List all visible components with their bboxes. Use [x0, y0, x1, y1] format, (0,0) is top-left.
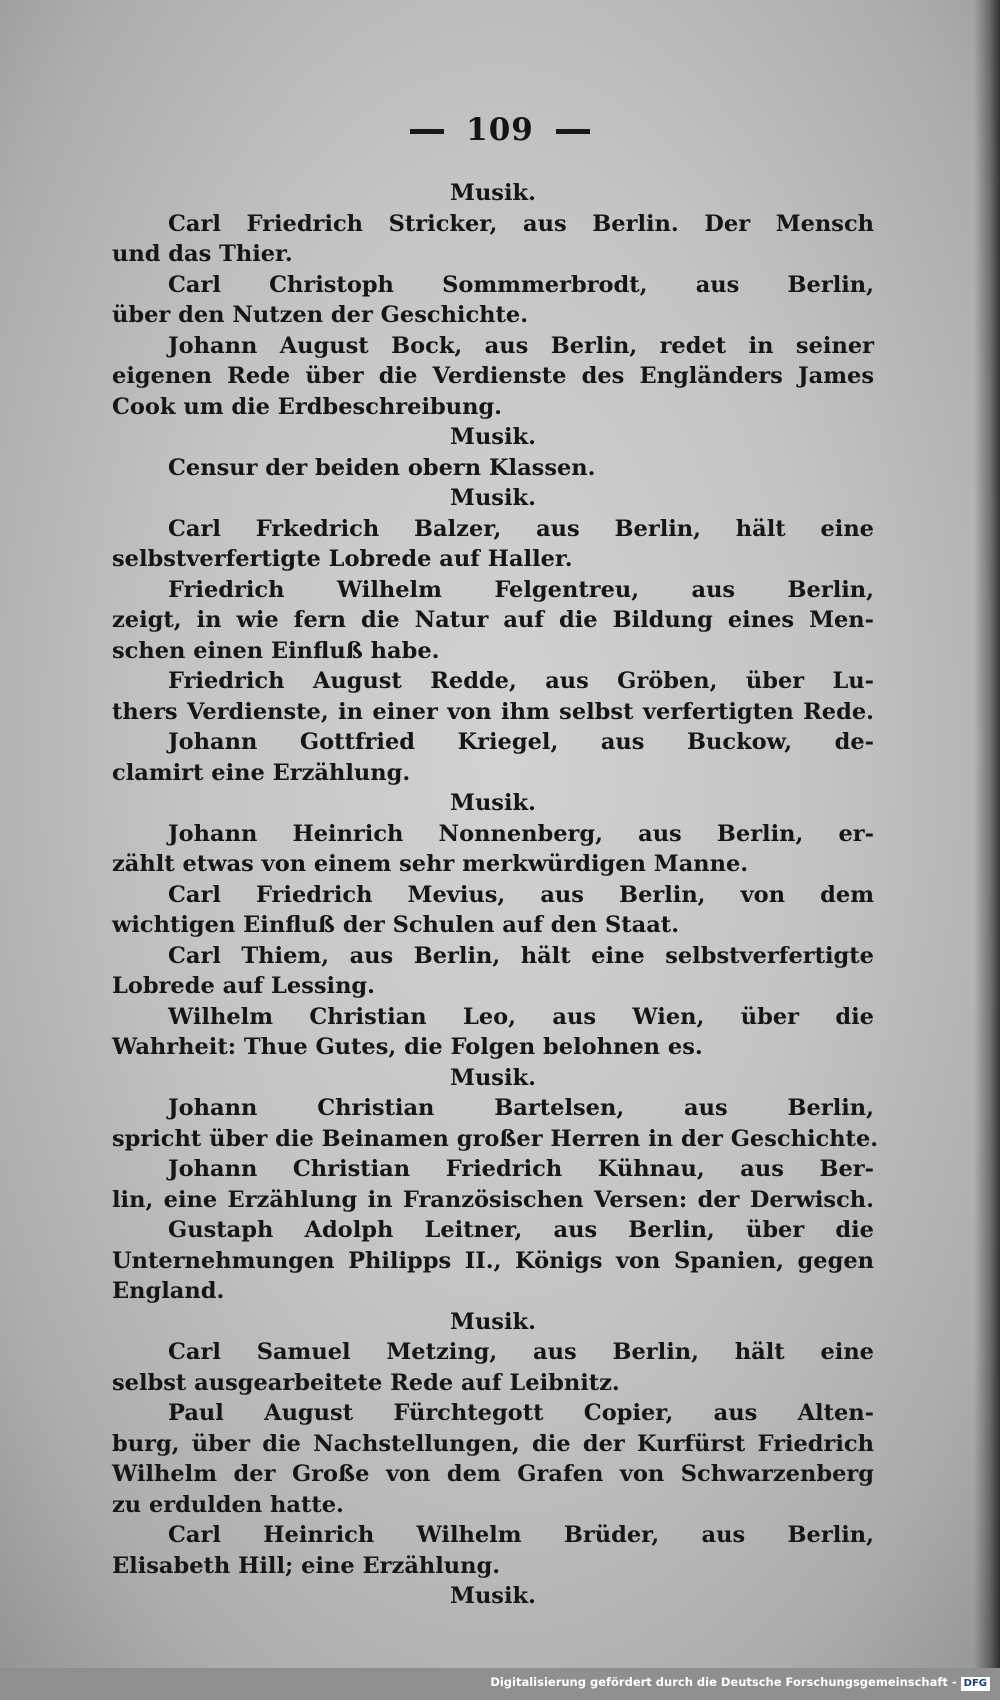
text-line: spricht über die Beinamen großer Herren in der Geschichte.: [112, 1125, 879, 1152]
text-line: schen einen Einfluß habe.: [112, 637, 440, 664]
text-line: Elisabeth Hill; eine Erzählung.: [112, 1552, 501, 1579]
text-line: clamirt eine Erzählung.: [112, 759, 411, 786]
text-line: lin, eine Erzählung in Französischen Versen: der Derwisch.: [112, 1186, 874, 1213]
text-line: Carl Thiem, aus Berlin, hält eine selbstverfertigte: [168, 942, 874, 969]
text-line: Lobrede auf Lessing.: [112, 973, 376, 999]
text-line: Friedrich August Redde, aus Gröben, über Lu-: [168, 668, 874, 694]
text-line: wichtigen Einfluß der Schulen auf den Staat.: [112, 912, 680, 938]
text-line: selbstverfertigte Lobrede auf Haller.: [112, 546, 573, 572]
page-header: [0, 112, 1000, 148]
text-line: eigenen Rede über die Verdienste des Engländers James: [112, 363, 874, 389]
text-line: Carl Heinrich Wilhelm Brüder, aus Berlin,: [168, 1522, 874, 1548]
section-heading-musik: Musik.: [450, 180, 536, 206]
text-line: Johann Heinrich Nonnenberg, aus Berlin, er-: [168, 820, 874, 847]
text-line: Johann August Bock, aus Berlin, redet in seiner: [168, 332, 874, 359]
credit-text: Digitalisierung gefördert durch die Deutsche Forschungsgemeinschaft -: [490, 1675, 957, 1689]
text-line: Gustaph Adolph Leitner, aus Berlin, über die: [168, 1217, 874, 1243]
section-heading-musik: Musik.: [450, 424, 536, 450]
header-dash-left: [410, 129, 444, 134]
text-line: Carl Christoph Sommmerbrodt, aus Berlin,: [168, 271, 874, 298]
section-heading-musik: Musik.: [450, 1064, 536, 1091]
header-dash-right: [556, 129, 590, 134]
text-line: und das Thier.: [112, 241, 293, 267]
text-line: burg, über die Nachstellungen, die der Kurfürst Friedrich: [112, 1430, 874, 1457]
text-line: zu erdulden hatte.: [112, 1491, 344, 1518]
text-line: zählt etwas von einem sehr merkwürdigen Manne.: [112, 851, 749, 877]
section-heading-musik: Musik.: [450, 790, 536, 816]
text-line: Johann Christian Bartelsen, aus Berlin,: [168, 1095, 874, 1121]
section-heading-musik: Musik.: [450, 485, 536, 511]
page-edge-shadow: [974, 0, 1000, 1668]
page-number: 109: [466, 112, 534, 148]
section-heading-musik: Musik.: [450, 1583, 536, 1609]
text-line: England.: [112, 1278, 225, 1304]
section-heading-musik: Musik.: [450, 1308, 536, 1335]
text-line: Carl Frkedrich Balzer, aus Berlin, hält eine: [168, 515, 874, 542]
text-line: über den Nutzen der Geschichte.: [112, 302, 529, 328]
text-line: Carl Friedrich Stricker, aus Berlin. Der Mensch: [168, 210, 874, 237]
text-line: Wilhelm Christian Leo, aus Wien, über die: [168, 1003, 874, 1030]
text-line: selbst ausgearbeitete Rede auf Leibnitz.: [112, 1369, 620, 1396]
text-line: Johann Gottfried Kriegel, aus Buckow, de-: [168, 729, 874, 755]
text-line: Carl Friedrich Mevius, aus Berlin, von dem: [168, 881, 874, 908]
text-line: Johann Christian Friedrich Kühnau, aus Ber-: [168, 1156, 874, 1182]
text-line: zeigt, in wie fern die Natur auf die Bildung eines Men-: [112, 607, 874, 633]
text-line: Cook um die Erdbeschreibung.: [112, 393, 503, 420]
text-line: Paul August Fürchtegott Copier, aus Alten-: [168, 1400, 874, 1426]
text-line: thers Verdienste, in einer von ihm selbst verfertigten Rede.: [112, 698, 874, 725]
dfg-logo: DFG: [961, 1677, 990, 1691]
text-line: Wahrheit: Thue Gutes, die Folgen belohnen es.: [112, 1034, 703, 1060]
text-line: Carl Samuel Metzing, aus Berlin, hält eine: [168, 1339, 874, 1365]
text-line: Wilhelm der Große von dem Grafen von Schwarzenberg: [112, 1461, 874, 1487]
program-text: [112, 178, 879, 1612]
text-line: Censur der beiden obern Klassen.: [168, 454, 596, 481]
digitization-credit: [490, 1675, 990, 1691]
text-line: Unternehmungen Philipps II., Königs von Spanien, gegen: [112, 1247, 874, 1274]
text-line: Friedrich Wilhelm Felgentreu, aus Berlin,: [168, 576, 874, 603]
